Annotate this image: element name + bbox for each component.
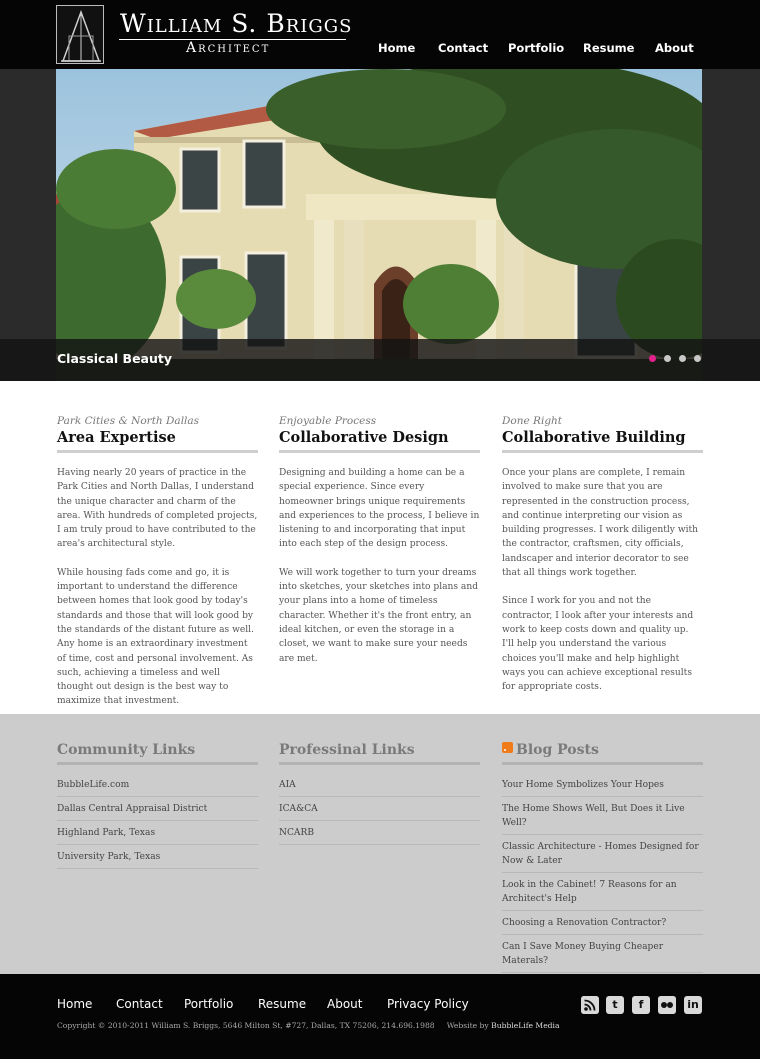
nav-contact[interactable]: Contact [438, 41, 489, 55]
flickr-icon[interactable] [658, 996, 676, 1014]
professional-link[interactable]: AIA [279, 773, 480, 797]
brand-name: William S. Briggs [120, 9, 353, 38]
credit-prefix: Website by [446, 1021, 489, 1030]
feature-paragraph: While housing fads come and go, it is important to understand the difference between homes that look good by today's standards and those that will look good by the standards of the distant future as well. Any home is an extraordinary investment of time, cost and personal involvement. As such, achieving a timeless and well thought out design is the best way to maximize that investment. [57, 567, 254, 707]
nav-resume[interactable]: Resume [583, 41, 635, 55]
linkedin-icon[interactable]: in [684, 996, 702, 1014]
nav-home[interactable]: Home [378, 41, 416, 55]
footer-nav-contact[interactable]: Contact [116, 997, 163, 1011]
credit-link[interactable]: BubbleLife Media [491, 1021, 560, 1030]
feature-paragraph: Once your plans are complete, I remain involved to make sure that you are represented in the construction process, and continue interpreting our vision as building progresses. I work diligently with the contractor, craftsmen, city officials, landscaper and interior decorator to see that all things work together. [502, 468, 699, 579]
hero-image [56, 69, 702, 381]
blog-post-link[interactable]: Choosing a Renovation Contractor? [502, 911, 703, 935]
feature-title: Collaborative Design [279, 429, 480, 453]
feature-kicker: Done Right [502, 415, 563, 427]
rss-icon[interactable] [502, 742, 513, 753]
slide-caption: Classical Beauty [57, 351, 173, 366]
community-links [57, 742, 258, 869]
footer-nav-resume[interactable]: Resume [258, 997, 307, 1011]
blog-post-link[interactable]: The Home Shows Well, But Does it Live Well? [502, 797, 703, 835]
facebook-icon[interactable]: f [632, 996, 650, 1014]
site-footer [0, 974, 760, 1059]
feature-title: Area Expertise [57, 429, 258, 453]
blog-post-link[interactable]: Classic Architecture - Homes Designed for Now & Later [502, 835, 703, 873]
twitter-icon[interactable]: t [606, 996, 624, 1014]
blog-posts [502, 742, 703, 973]
professional-links-title: Professinal Links [279, 742, 480, 765]
footer-nav-home[interactable]: Home [57, 997, 93, 1011]
community-link[interactable]: Highland Park, Texas [57, 821, 258, 845]
blog-post-link[interactable]: Can I Save Money Buying Cheaper Materals? [502, 935, 703, 973]
professional-links [279, 742, 480, 845]
feature-paragraph: We will work together to turn your dreams into sketches, your sketches into plans and your plans into a home of timeless character. Whether it's the front entry, an ideal kitchen, or even the storage in a closet, we want to make sure your needs are met. [279, 567, 479, 664]
feature-area-expertise [57, 415, 258, 709]
site-logo[interactable] [56, 5, 353, 65]
professional-link[interactable]: ICA&CA [279, 797, 480, 821]
feature-kicker: Enjoyable Process [279, 415, 377, 427]
nav-about[interactable]: About [655, 41, 694, 55]
slide-dot-1[interactable] [649, 355, 656, 362]
community-link[interactable]: University Park, Texas [57, 845, 258, 869]
copyright-text: Copyright © 2010-2011 William S. Briggs, 5646 Milton St, #727, Dallas, TX 75206, 214.696.1988 [57, 1021, 435, 1030]
feature-collaborative-design [279, 415, 480, 666]
brand-subtitle: Architect [186, 40, 271, 56]
logo-mark-icon [56, 5, 104, 64]
feature-kicker: Park Cities & North Dallas [57, 415, 200, 427]
blog-posts-title: Blog Posts [516, 742, 599, 758]
site-header [0, 0, 760, 69]
community-link[interactable]: BubbleLife.com [57, 773, 258, 797]
feature-title: Collaborative Building [502, 429, 703, 453]
blog-post-link[interactable]: Look in the Cabinet! 7 Reasons for an Architect's Help [502, 873, 703, 911]
nav-portfolio[interactable]: Portfolio [508, 41, 565, 55]
slide-dot-3[interactable] [679, 355, 686, 362]
copyright [57, 1021, 560, 1030]
community-links-title: Community Links [57, 742, 258, 765]
footer-nav-privacy[interactable]: Privacy Policy [387, 997, 469, 1011]
feature-collaborative-building [502, 415, 703, 694]
feature-paragraph: Since I work for you and not the contractor, I look after your interests and work to keep costs down and quality up. I'll help you understand the various choices you'll make and help highlight ways you can achieve exceptional results for appropriate costs. [502, 596, 694, 693]
footer-nav-about[interactable]: About [327, 997, 363, 1011]
blog-post-link[interactable]: Your Home Symbolizes Your Hopes [502, 773, 703, 797]
feature-paragraph: Designing and building a home can be a special experience. Since every homeowner brings unique requirements and experiences to the process, I believe in listening to and incorporating that input into each step of the design process. [279, 468, 480, 550]
rss-icon[interactable] [581, 996, 599, 1014]
feature-paragraph: Having nearly 20 years of practice in the Park Cities and North Dallas, I understand the unique character and charm of the area. With hundreds of completed projects, I am truly proud to have contributed to the area's architectural style. [57, 468, 258, 550]
blog-posts-heading [502, 742, 703, 765]
footer-nav-portfolio[interactable]: Portfolio [184, 997, 234, 1011]
professional-link[interactable]: NCARB [279, 821, 480, 845]
community-link[interactable]: Dallas Central Appraisal District [57, 797, 258, 821]
slide-dot-2[interactable] [664, 355, 671, 362]
slide-dot-4[interactable] [694, 355, 701, 362]
